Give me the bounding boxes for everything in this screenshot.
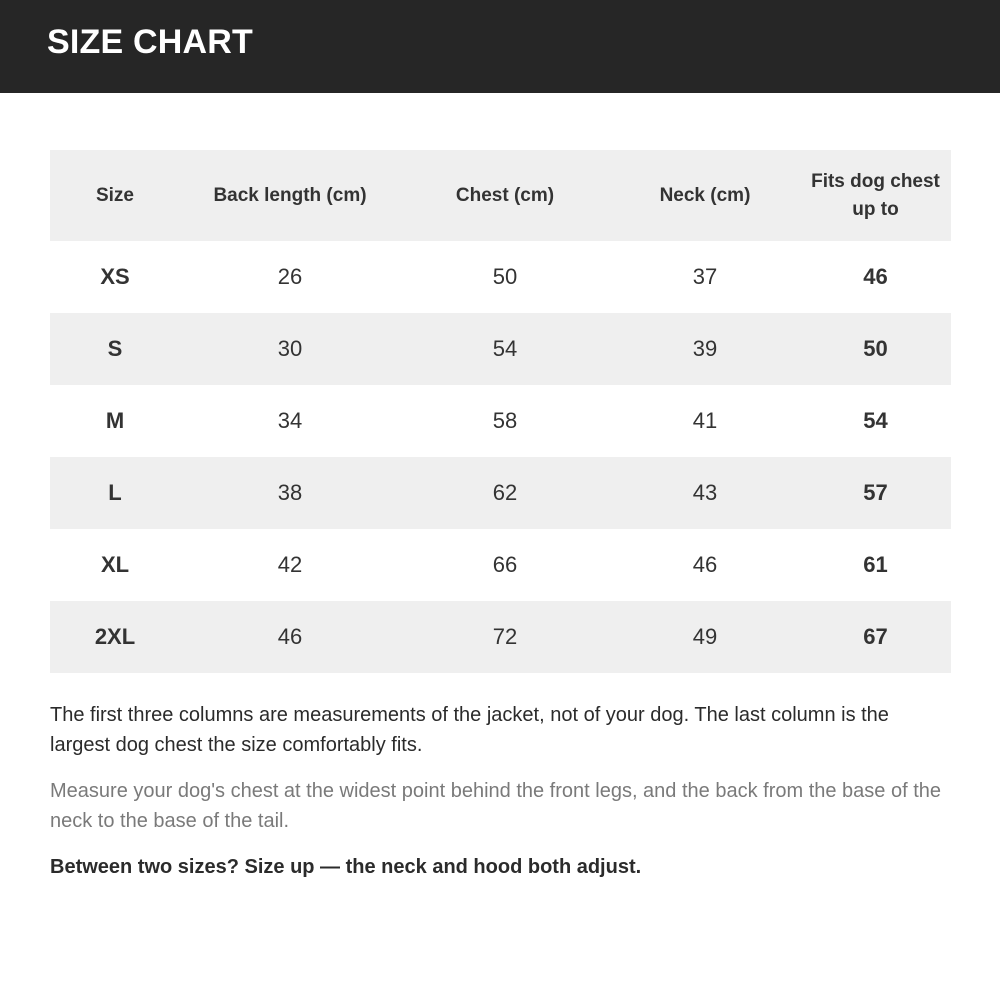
chest-cell: 54 [492,336,518,361]
neck-cell: 39 [692,336,718,361]
chest-cell: 66 [492,552,518,577]
size-cell: L [108,480,122,505]
table-row [50,313,951,385]
size-cell: XL [100,552,130,577]
back-length-cell: 46 [277,624,303,649]
table-header-row [50,150,951,241]
table-row [50,241,951,313]
fits-dog-chest-cell: 54 [863,408,888,433]
size-cell: M [105,408,125,433]
page-title: SIZE CHART [47,23,253,61]
neck-cell: 37 [692,264,718,289]
notes-section [50,700,950,898]
back-length-cell: 30 [277,336,303,361]
back-length-cell: 38 [277,480,303,505]
column-header-neck: Neck (cm) [659,184,751,206]
size-advice-note: Between two sizes? Size up — the neck and hood both adjust. [50,856,642,878]
fits-dog-chest-cell: 57 [863,480,888,505]
how-to-measure-note: Measure your dog's chest at the widest point behind the front legs, and the back from the base of the neck to the base of the tail. [50,780,942,832]
neck-cell: 41 [692,408,718,433]
size-cell: XS [100,264,130,289]
back-length-cell: 42 [277,552,303,577]
neck-cell: 49 [692,624,718,649]
table-row [50,457,951,529]
chest-cell: 50 [492,264,518,289]
chest-cell: 72 [492,624,518,649]
chest-cell: 62 [492,480,518,505]
fits-dog-chest-cell: 61 [863,552,888,577]
table-row [50,601,951,673]
jacket-measurements-note: The first three columns are measurements of the jacket, not of your dog. The last column is the largest dog chest the size comfortably fits. [50,704,889,756]
table-row [50,385,951,457]
back-length-cell: 26 [277,264,303,289]
table-row [50,529,951,601]
size-cell: S [107,336,123,361]
chest-cell: 58 [492,408,518,433]
column-header-back-length: Back length (cm) [213,184,367,206]
neck-cell: 43 [692,480,718,505]
size-chart-table [50,150,951,673]
page-header [0,0,1000,93]
neck-cell: 46 [692,552,718,577]
column-header-size: Size [95,184,135,206]
fits-dog-chest-cell: 46 [863,264,888,289]
fits-dog-chest-cell: 67 [863,624,888,649]
size-cell: 2XL [94,624,136,649]
column-header-fits-dog-chest: Fits dog chest up to [811,170,940,220]
back-length-cell: 34 [277,408,303,433]
fits-dog-chest-cell: 50 [863,336,888,361]
column-header-chest: Chest (cm) [455,184,555,206]
